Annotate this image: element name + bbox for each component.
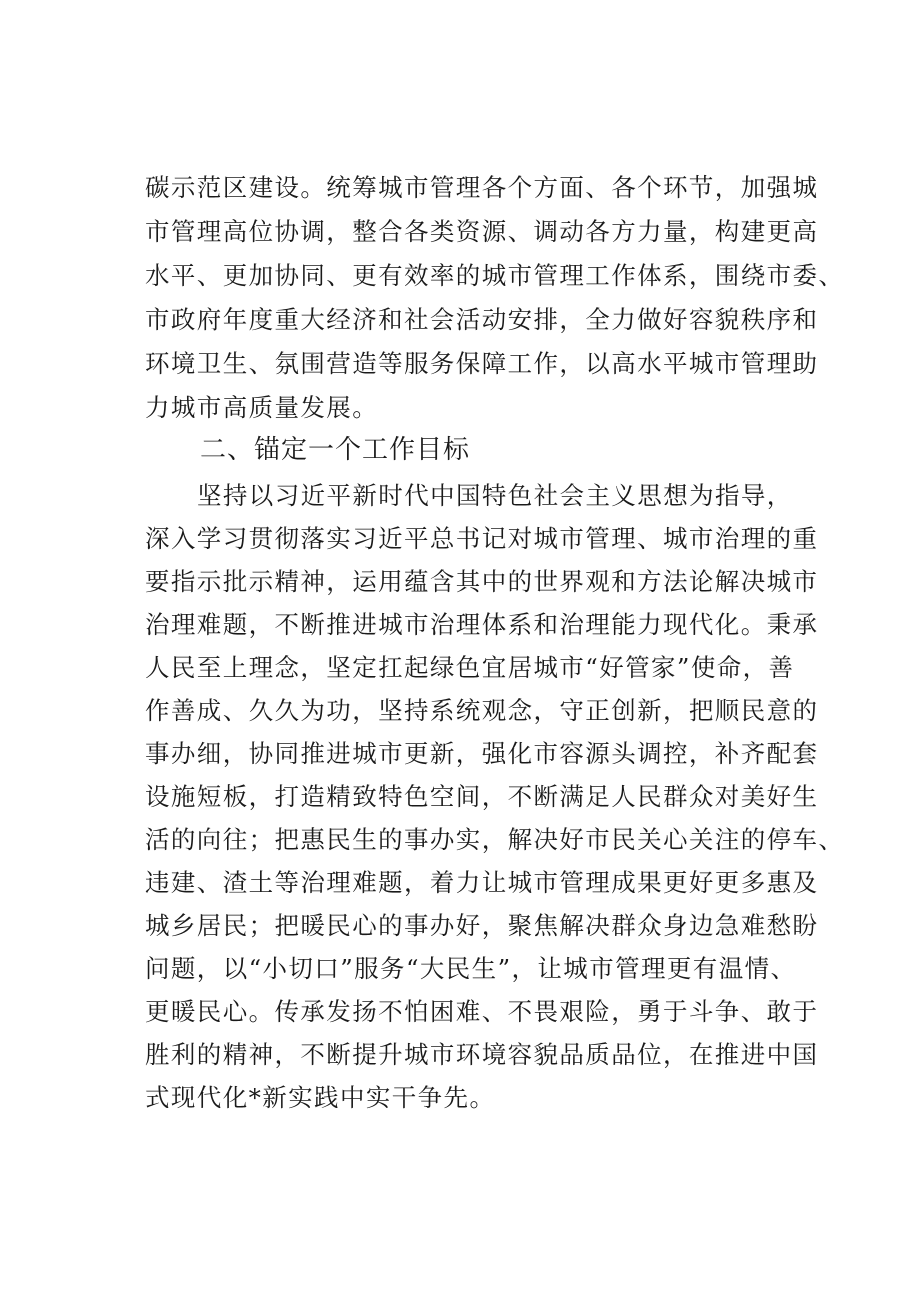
paragraph-line: 要指示批示精神，运用蕴含其中的世界观和方法论解决城市 (145, 567, 819, 596)
paragraph-line: 违建、渣土等治理难题，着力让城市管理成果更好更多惠及 (145, 868, 819, 897)
paragraph-line: 市政府年度重大经济和社会活动安排，全力做好容貌秩序和 (145, 305, 819, 334)
paragraph-line: 活的向往；把惠民生的事办实，解决好市民关心关注的停车、 (145, 825, 845, 854)
paragraph-line: 城乡居民；把暖民心的事办好，聚焦解决群众身边急难愁盼 (145, 911, 819, 940)
paragraph-line: 式现代化*新实践中实干争先。 (145, 1083, 496, 1112)
paragraph-line: 环境卫生、氛围营造等服务保障工作，以高水平城市管理助 (145, 349, 819, 378)
paragraph-line: 水平、更加协同、更有效率的城市管理工作体系，围绕市委、 (145, 261, 845, 290)
paragraph-line: 设施短板，打造精致特色空间，不断满足人民群众对美好生 (145, 782, 819, 811)
paragraph-line: 碳示范区建设。统筹城市管理各个方面、各个环节，加强城 (145, 173, 819, 202)
section-heading: 二、锚定一个工作目标 (200, 435, 471, 465)
paragraph-line: 治理难题，不断推进城市治理体系和治理能力现代化。秉承 (145, 610, 819, 639)
paragraph-line: 事办细，协同推进城市更新，强化市容源头调控，补齐配套 (145, 739, 819, 768)
paragraph-line: 坚持以习近平新时代中国特色社会主义思想为指导， (197, 481, 793, 510)
paragraph-line: 问题，以“小切口”服务“大民生”，让城市管理更有温情、 (145, 954, 797, 983)
paragraph-line: 人民至上理念，坚定扛起绿色宜居城市“好管家”使命，善 (145, 653, 795, 682)
paragraph-line: 更暖民心。传承发扬不怕困难、不畏艰险，勇于斗争、敢于 (145, 997, 819, 1026)
paragraph-line: 作善成、久久为功，坚持系统观念，守正创新，把顺民意的 (145, 696, 819, 725)
paragraph-line: 深入学习贯彻落实习近平总书记对城市管理、城市治理的重 (145, 524, 819, 553)
paragraph-line: 市管理高位协调，整合各类资源、调动各方力量，构建更高 (145, 217, 819, 246)
paragraph-line: 力城市高质量发展。 (145, 393, 379, 422)
paragraph-line: 胜利的精神，不断提升城市环境容貌品质品位，在推进中国 (145, 1040, 819, 1069)
